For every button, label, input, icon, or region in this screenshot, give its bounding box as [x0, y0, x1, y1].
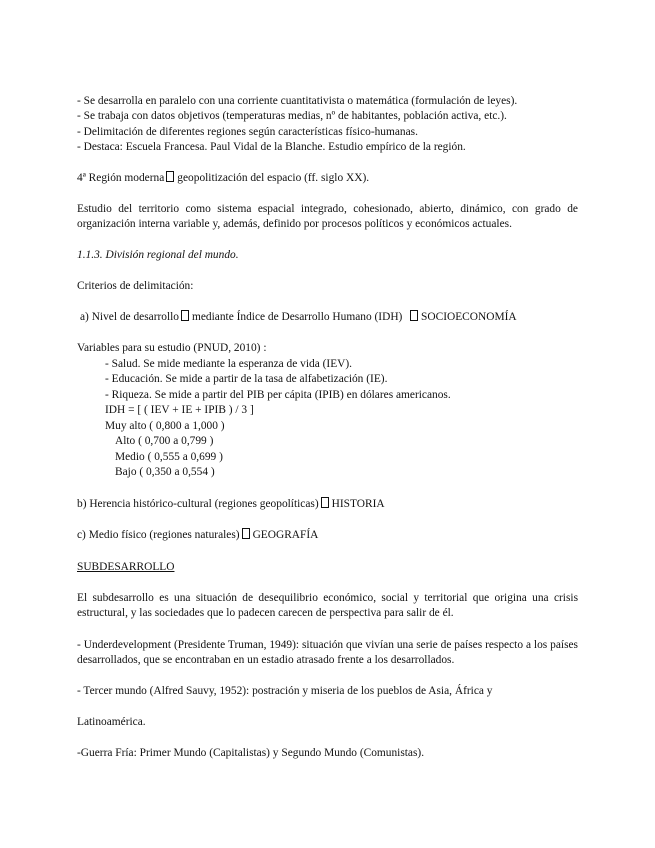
intro-bullet-3: - Delimitación de diferentes regiones según características físico-humanas.	[77, 126, 418, 138]
arrow-placeholder-icon	[410, 310, 418, 321]
criterios-label: Criterios de delimitación:	[77, 280, 194, 292]
variable-riqueza: - Riqueza. Se mide a partir del PIB per cápita (IPIB) en dólares americanos.	[105, 389, 451, 401]
variables-heading: Variables para su estudio (PNUD, 2010) :	[77, 342, 267, 354]
region-moderna-label: 4ª Región moderna	[77, 172, 165, 184]
arrow-placeholder-icon	[181, 310, 189, 321]
criterio-b-category: HISTORIA	[331, 498, 385, 510]
criterio-b-line	[77, 497, 385, 512]
idh-formula: IDH = [ ( IEV + IE + IPIB ) / 3 ]	[105, 404, 254, 416]
variable-salud: - Salud. Se mide mediante la esperanza de vida (IEV).	[105, 358, 353, 370]
variable-educacion: - Educación. Se mide a partir de la tasa de alfabetización (IE).	[105, 373, 388, 385]
criterio-a-method: mediante Índice de Desarrollo Humano (IDH)	[192, 311, 403, 323]
region-moderna-line	[77, 171, 369, 186]
subdesarrollo-heading: SUBDESARROLLO	[77, 561, 175, 573]
level-muy-alto: Muy alto ( 0,800 a 1,000 )	[105, 420, 225, 432]
level-alto: Alto ( 0,700 a 0,799 )	[115, 435, 214, 447]
arrow-placeholder-icon	[321, 497, 329, 508]
criterio-b-label: b) Herencia histórico-cultural (regiones geopolíticas)	[77, 498, 319, 510]
section-heading: 1.1.3. División regional del mundo.	[77, 249, 239, 261]
intro-bullet-2: - Se trabaja con datos objetivos (temperaturas medias, nº de habitantes, población activa, etc.).	[77, 110, 507, 122]
estudio-paragraph: Estudio del territorio como sistema espacial integrado, cohesionado, abierto, dinámico, con grado de organización interna variable y, además, definido por procesos políticos y económicos actuales.	[77, 203, 578, 231]
criterio-c-line	[77, 528, 318, 543]
intro-bullet-1: - Se desarrolla en paralelo con una corriente cuantitativista o matemática (formulación de leyes).	[77, 95, 518, 107]
arrow-placeholder-icon	[242, 528, 250, 539]
underdevelopment-paragraph: - Underdevelopment (Presidente Truman, 1949): situación que vivían una serie de países respecto a los países desarrollados, que se encontraban en un estadio atrasado frente a los desarrollados.	[77, 639, 578, 667]
subdesarrollo-definition: El subdesarrollo es una situación de desequilibrio económico, social y territorial que origina una crisis estructural, y las sociedades que lo padecen carecen de perspectiva para salir de él.	[77, 592, 578, 620]
arrow-placeholder-icon	[166, 171, 174, 182]
level-bajo: Bajo ( 0,350 a 0,554 )	[115, 466, 215, 478]
intro-bullet-4: - Destaca: Escuela Francesa. Paul Vidal de la Blanche. Estudio empírico de la región.	[77, 141, 466, 153]
guerra-fria-paragraph: -Guerra Fría: Primer Mundo (Capitalistas) y Segundo Mundo (Comunistas).	[77, 747, 425, 759]
criterio-a-line	[80, 310, 517, 325]
criterio-c-category: GEOGRAFÍA	[252, 529, 319, 541]
criterio-a-label: a) Nivel de desarrollo	[80, 311, 179, 323]
latinoamerica-line: Latinoamérica.	[77, 716, 146, 728]
tercer-mundo-paragraph: - Tercer mundo (Alfred Sauvy, 1952): postración y miseria de los pueblos de Asia, África y	[77, 685, 493, 697]
criterio-c-label: c) Medio físico (regiones naturales)	[77, 529, 240, 541]
level-medio: Medio ( 0,555 a 0,699 )	[115, 451, 223, 463]
criterio-a-category: SOCIOECONOMÍA	[421, 311, 517, 323]
region-moderna-description: geopolitización del espacio (ff. siglo XX).	[177, 172, 370, 184]
